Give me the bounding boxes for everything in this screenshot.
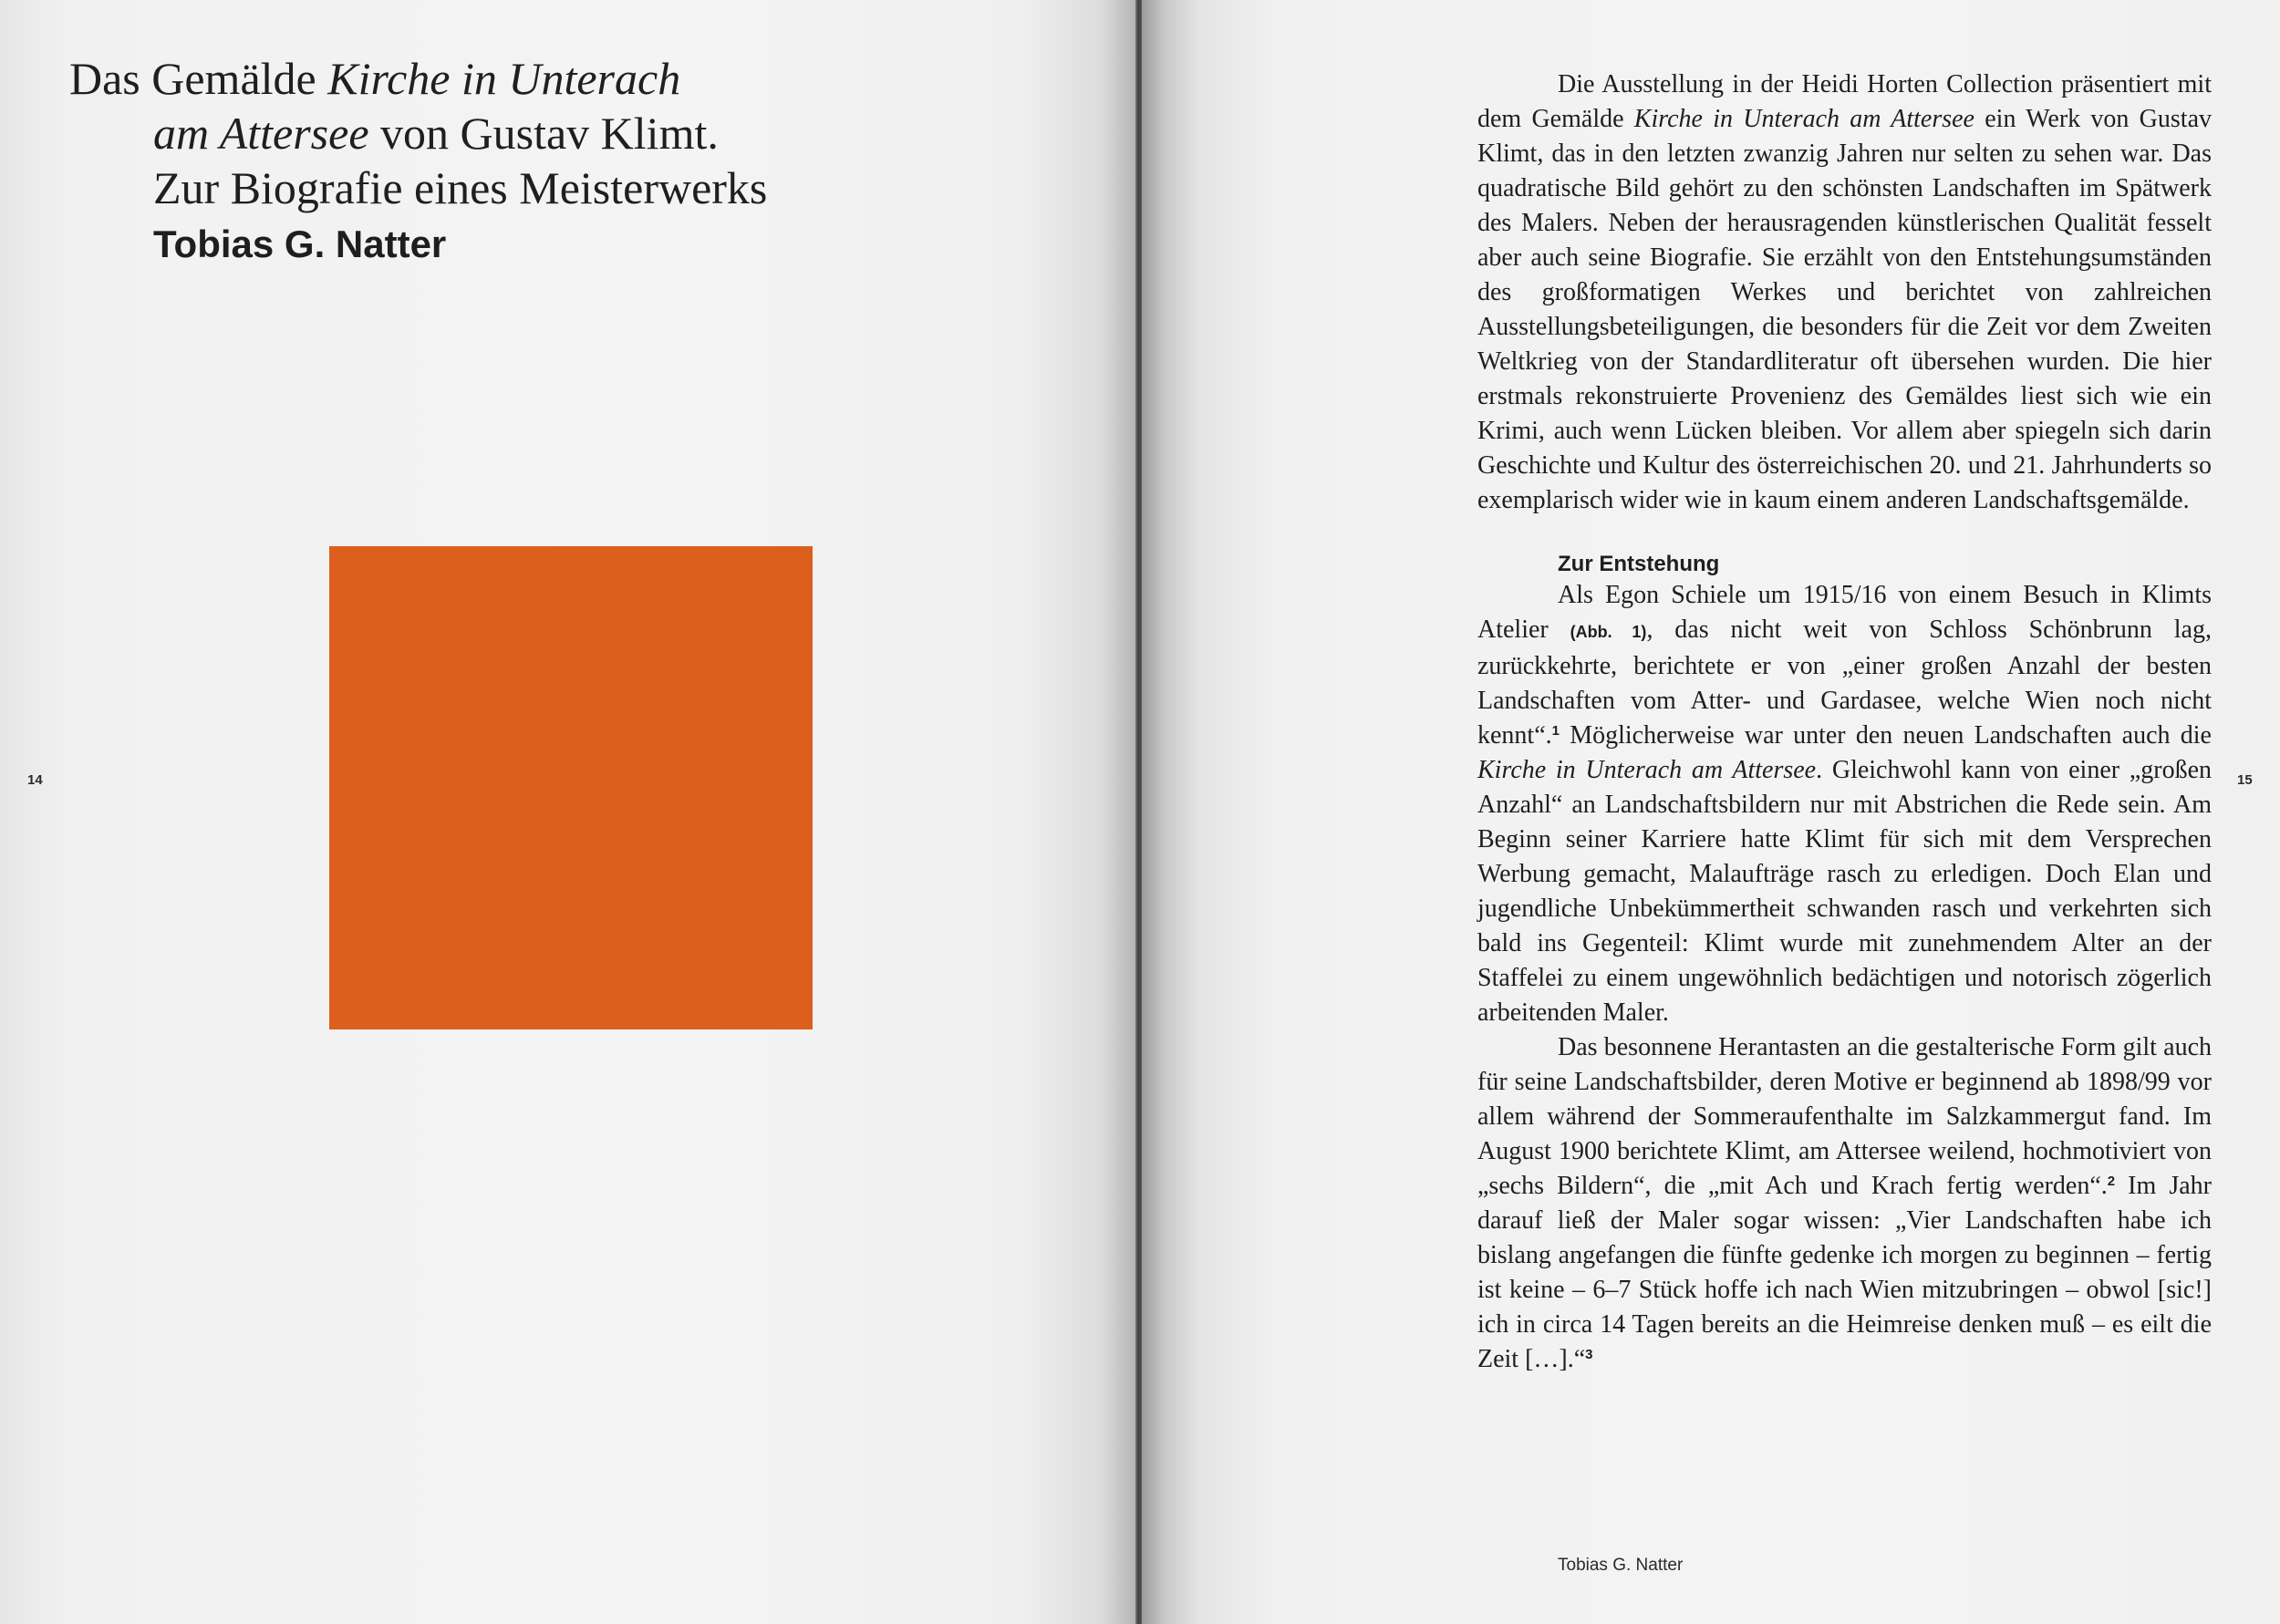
footnote-marker-3: 3 [1585,1347,1593,1362]
title-artwork-name-cont: am Attersee [153,108,369,159]
left-page [0,0,1135,1624]
intro-paragraph: Die Ausstellung in der Heidi Horten Collection präsentiert mit dem Gemälde Kirche in Unterach am Attersee ein Werk von Gustav Klimt, das in den letzten zwanzig Jahren nur selten zu sehen war. Das quadratische Bild gehört zu den schönsten Landschaften im Spätwerk des Malers. Neben der herausragenden künstlerischen Qualität fesselt aber auch seine Biografie. Sie erzählt von den Entstehungsumständen des großformatigen Werkes und berichtet von zahlreichen Ausstellungsbeteiligungen, die besonders für die Zeit vor dem Zweiten Weltkrieg von der Standardliteratur oft übersehen wurden. Die hier erstmals rekonstruierte Provenienz des Gemäldes liest sich wie ein Krimi, auch wenn Lücken bleiben. Vor allem aber spiegeln sich darin Geschichte und Kultur des österreichischen 20. und 21. Jahrhunderts so exemplarisch wider wie in kaum einem anderen Landschaftsgemälde. [1477,70,2213,514]
title-artwork-name: Kirche in Unterach [327,53,681,104]
running-footer: Tobias G. Natter [1558,1556,1684,1575]
title-line-1: Das Gemälde Kirche in Unterach [69,53,681,104]
title-line-3: Zur Biografie eines Meisterwerks [153,162,768,213]
book-gutter [1135,0,1142,1624]
figure-reference: (Abb. 1) [1570,623,1647,641]
orange-color-field [329,546,813,1029]
page-number-left: 14 [27,772,43,788]
title-line-2: am Attersee von Gustav Klimt. [153,108,719,159]
page-number-right: 15 [2237,772,2253,788]
body-paragraph-3: Das besonnene Herantasten an die gestalterische Form gilt auch für seine Landschaftsbilder, deren Motive er beginnend ab 1898/99 vor allem während der Sommeraufenthalte im Salzkammergut fand. Im August 1900 berichtete Klimt, am Attersee weilend, hochmotiviert von „sechs Bildern“, die „mit Ach und Krach fertig werden“.$^2$ Im Jahr darauf ließ der Maler sogar wissen: „Vier Landschaften habe ich bislang angefangen die fünfte gedenke ich morgen zu beginnen – fertig ist keine – 6–7 Stück hoffe ich nach Wien mitzubringen – obwol [sic!] ich in circa 14 Tagen bereits an die Heimreise denken muß – es eilt die Zeit […].“$^3$ [1477,1033,2212,1373]
author-name: Tobias G. Natter [153,222,447,265]
footnote-marker-2: 2 [2107,1174,2116,1189]
footnote-marker-1: 1 [1551,723,1560,739]
essay-title [69,51,981,272]
essay-body [1477,67,2212,1377]
body-paragraph-2: Als Egon Schiele um 1915/16 von einem Besuch in Klimts Atelier (Abb. 1), das nicht weit von Schloss Schönbrunn lag, zurückkehrte, berichtete er von „einer großen Anzahl der besten Landschaften vom Atter- und Gardasee, welche Wien noch nicht kennt“.$^1$ Möglicherweise war unter den neuen Landschaften auch die Kirche in Unterach am Attersee. Gleichwohl kann von einer „großen Anzahl“ an Landschaftsbildern nur mit Abstrichen die Rede sein. Am Beginn seiner Karriere hatte Klimt für sich mit dem Versprechen Werbung gemacht, Malaufträge rasch zu erledigen. Doch Elan und jugendliche Unbekümmertheit schwanden rasch und verkehrten sich bald ins Gegenteil: Klimt wurde mit zunehmendem Alter an der Staffelei zu einem ungewöhnlich bedächtigen und notorisch zögerlich arbeitenden Maler. [1477,581,2212,1027]
section-heading: Zur Entstehung [1558,552,1720,576]
